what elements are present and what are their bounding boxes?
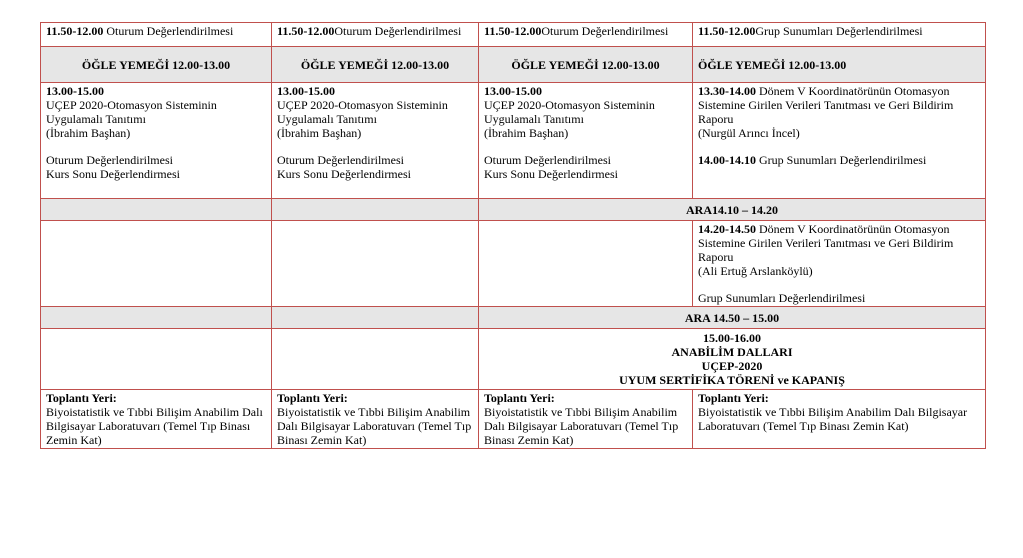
location-text: Biyoistatistik ve Tıbbi Bilişim Anabilim Dalı Bilgisayar Laboratuvarı (Temel Tıp Binası Zemin Kat) bbox=[484, 405, 679, 447]
evaluation-text: Kurs Sonu Değerlendirmesi bbox=[277, 167, 411, 181]
table-cell bbox=[41, 307, 272, 329]
table-row bbox=[41, 221, 986, 307]
location-label: Toplantı Yeri: bbox=[698, 391, 769, 405]
table-cell bbox=[272, 199, 479, 221]
session-title: Dönem V Koordinatörünün Otomasyon Sistemine Girilen Verileri Tanıtması ve Geri Bildirim Raporu bbox=[698, 222, 954, 264]
session-time: 13.00-15.00 bbox=[277, 84, 335, 98]
location-text: Biyoistatistik ve Tıbbi Bilişim Anabilim Dalı Bilgisayar Laboratuvarı (Temel Tıp Binası Zemin Kat) bbox=[698, 405, 968, 433]
speaker: (İbrahim Başhan) bbox=[484, 126, 569, 140]
session-time: 13.00-15.00 bbox=[484, 84, 542, 98]
speaker: (Ali Ertuğ Arslanköylü) bbox=[698, 264, 813, 278]
session-time: 14.00-14.10 bbox=[698, 153, 756, 167]
table-cell bbox=[41, 23, 272, 47]
speaker: (İbrahim Başhan) bbox=[46, 126, 131, 140]
speaker: (Nurgül Arıncı İncel) bbox=[698, 126, 800, 140]
table-cell bbox=[479, 390, 693, 449]
table-row bbox=[41, 47, 986, 83]
table-cell bbox=[693, 83, 986, 199]
session-text: Oturum Değerlendirilmesi bbox=[334, 24, 462, 38]
ceremony-cell bbox=[479, 329, 986, 390]
evaluation-text: Oturum Değerlendirilmesi bbox=[277, 153, 404, 167]
session-time: 13.00-15.00 bbox=[46, 84, 104, 98]
session-time: 11.50-12.00 bbox=[277, 24, 335, 38]
ceremony-time: 15.00-16.00 bbox=[703, 331, 761, 345]
session-time: 13.30-14.00 bbox=[698, 84, 756, 98]
location-label: Toplantı Yeri: bbox=[484, 391, 555, 405]
ceremony-line: ANABİLİM DALLARI bbox=[671, 345, 793, 359]
lunch-cell: ÖĞLE YEMEĞİ 12.00-13.00 bbox=[41, 47, 272, 83]
break-cell: ARA 14.50 – 15.00 bbox=[479, 307, 986, 329]
evaluation-text: Oturum Değerlendirilmesi bbox=[46, 153, 173, 167]
session-time: 14.20-14.50 bbox=[698, 222, 756, 236]
table-cell bbox=[41, 221, 272, 307]
evaluation-text: Grup Sunumları Değerlendirilmesi bbox=[698, 291, 866, 305]
table-cell bbox=[479, 221, 693, 307]
table-cell bbox=[272, 23, 479, 47]
session-time: 11.50-12.00 bbox=[698, 24, 756, 38]
table-row bbox=[41, 390, 986, 449]
table-row bbox=[41, 199, 986, 221]
session-time: 11.50-12.00 bbox=[484, 24, 542, 38]
session-title: UÇEP 2020-Otomasyon Sisteminin Uygulamalı Tanıtımı bbox=[484, 98, 655, 126]
location-text: Biyoistatistik ve Tıbbi Bilişim Anabilim Dalı Bilgisayar Laboratuvarı (Temel Tıp Binası Zemin Kat) bbox=[46, 405, 263, 447]
table-cell bbox=[272, 329, 479, 390]
location-label: Toplantı Yeri: bbox=[46, 391, 117, 405]
table-cell bbox=[693, 221, 986, 307]
evaluation-text: Kurs Sonu Değerlendirmesi bbox=[484, 167, 618, 181]
ceremony-line: UYUM SERTİFİKA TÖRENİ ve KAPANIŞ bbox=[619, 373, 845, 387]
location-label: Toplantı Yeri: bbox=[277, 391, 348, 405]
table-row bbox=[41, 23, 986, 47]
table-cell bbox=[41, 390, 272, 449]
session-title: UÇEP 2020-Otomasyon Sisteminin Uygulamalı Tanıtımı bbox=[46, 98, 217, 126]
table-row bbox=[41, 307, 986, 329]
session-time: 11.50-12.00 bbox=[46, 24, 104, 38]
session-title: UÇEP 2020-Otomasyon Sisteminin Uygulamalı Tanıtımı bbox=[277, 98, 448, 126]
lunch-cell: ÖĞLE YEMEĞİ 12.00-13.00 bbox=[479, 47, 693, 83]
session-text: Grup Sunumları Değerlendirilmesi bbox=[755, 24, 923, 38]
table-cell bbox=[693, 23, 986, 47]
lunch-cell: ÖĞLE YEMEĞİ 12.00-13.00 bbox=[272, 47, 479, 83]
table-cell bbox=[272, 221, 479, 307]
table-cell bbox=[479, 83, 693, 199]
session-text: Grup Sunumları Değerlendirilmesi bbox=[756, 153, 927, 167]
table-cell bbox=[272, 307, 479, 329]
session-text: Oturum Değerlendirilmesi bbox=[541, 24, 669, 38]
table-cell bbox=[41, 199, 272, 221]
session-text: Oturum Değerlendirilmesi bbox=[103, 24, 234, 38]
table-row bbox=[41, 83, 986, 199]
table-cell bbox=[41, 329, 272, 390]
table-cell bbox=[272, 83, 479, 199]
break-cell: ARA14.10 – 14.20 bbox=[479, 199, 986, 221]
schedule-table bbox=[40, 22, 986, 449]
location-text: Biyoistatistik ve Tıbbi Bilişim Anabilim Dalı Bilgisayar Laboratuvarı (Temel Tıp Binası Zemin Kat) bbox=[277, 405, 472, 447]
table-cell bbox=[693, 390, 986, 449]
evaluation-text: Oturum Değerlendirilmesi bbox=[484, 153, 611, 167]
ceremony-line: UÇEP-2020 bbox=[701, 359, 763, 373]
evaluation-text: Kurs Sonu Değerlendirmesi bbox=[46, 167, 180, 181]
table-cell bbox=[272, 390, 479, 449]
lunch-cell: ÖĞLE YEMEĞİ 12.00-13.00 bbox=[693, 47, 986, 83]
table-cell bbox=[479, 23, 693, 47]
table-row bbox=[41, 329, 986, 390]
table-cell bbox=[41, 83, 272, 199]
speaker: (İbrahim Başhan) bbox=[277, 126, 362, 140]
session-title: Dönem V Koordinatörünün Otomasyon Sistemine Girilen Verileri Tanıtması ve Geri Bildirim Raporu bbox=[698, 84, 954, 126]
